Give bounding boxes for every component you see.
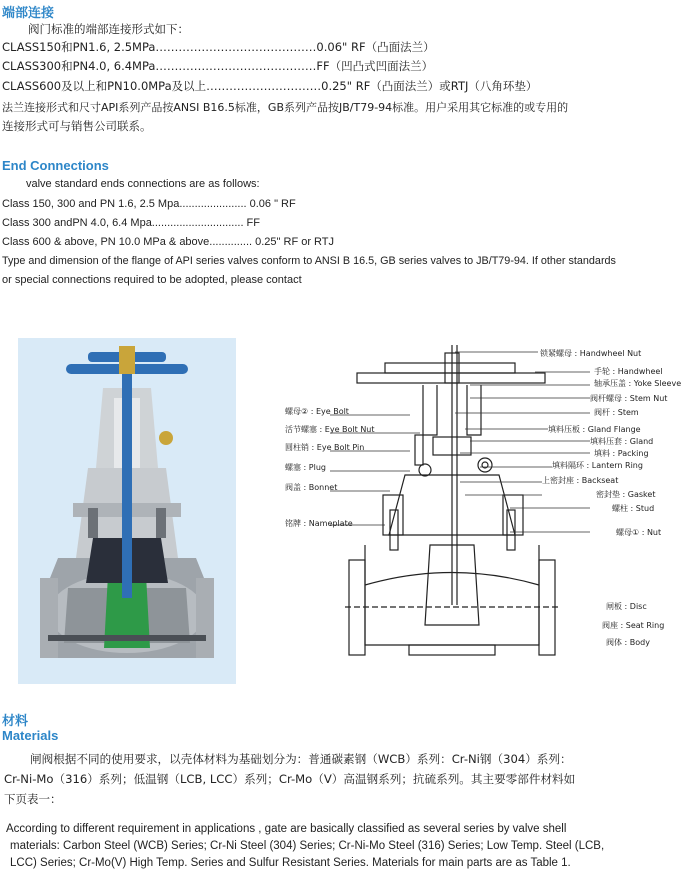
end-connections-cn-line-1: CLASS150和PN1.6, 2.5MPa……………………………………0.06" RF（凸面法兰）: [2, 40, 435, 54]
end-connections-cn-para-2: 连接形式可与销售公司联系。: [2, 119, 152, 133]
materials-cn-para-2: Cr-Ni-Mo（316）系列；低温钢（LCB, LCC）系列；Cr-Mo（V）高温钢系列；抗硫系列。其主要零部件材料如: [4, 772, 576, 786]
end-connections-cn-line-2: CLASS300和PN4.0, 6.4MPa……………………………………FF（凹凸式凹面法兰）: [2, 59, 434, 73]
label-backseat: 上密封座 : Backseat: [542, 476, 619, 485]
materials-cn-title: 材料: [2, 714, 29, 729]
end-connections-cn-para-1: 法兰连接形式和尺寸API系列产品按ANSI B16.5标准，GB系列产品按JB/T79-94标准。用户采用其它标准的或专用的: [2, 101, 569, 114]
end-connections-cn-title: 端部连接: [2, 6, 55, 21]
end-connections-en-intro: valve standard ends connections are as follows:: [26, 178, 260, 190]
label-yoke-sleeve: 轴承压盖 : Yoke Sleeve: [594, 379, 682, 388]
materials-en-para-2: materials: Carbon Steel (WCB) Series; Cr-Ni Steel (304) Series; Cr-Ni-Mo Steel (316) Series; Low Temp. Steel (LCB,: [10, 840, 605, 852]
label-disc: 闸板 : Disc: [606, 602, 647, 611]
end-connections-cn-line-3: CLASS600及以上和PN10.0MPa及以上…………………………0.25" RF（凸面法兰）或RTJ（八角环垫）: [2, 79, 538, 93]
materials-en-para-3: LCC) Series; Cr-Mo(V) High Temp. Series and Sulfur Resistant Series. Materials for main parts are as Table 1.: [10, 857, 571, 869]
label-nameplate: 铭牌 : Nameplate: [285, 519, 353, 528]
label-packing: 填料 : Packing: [594, 449, 649, 458]
label-gland: 填料压套 : Gland: [590, 437, 654, 446]
end-connections-en-line-1: Class 150, 300 and PN 1.6, 2.5 Mpa...................... 0.06 " RF: [2, 198, 296, 210]
end-connections-cn-intro: 阀门标准的端部连接形式如下：: [28, 22, 189, 36]
label-nut: 螺母① : Nut: [616, 528, 662, 537]
label-stem-nut: 阀杆螺母 : Stem Nut: [590, 394, 668, 403]
label-seat-ring: 阀座 : Seat Ring: [602, 621, 665, 630]
materials-en-title: Materials: [2, 728, 59, 743]
label-stud: 螺柱 : Stud: [612, 504, 655, 513]
end-connections-en-para-2: or special connections required to be adopted, please contact: [2, 274, 302, 286]
end-connections-en-para-1: Type and dimension of the flange of API series valves conform to ANSI B 16.5, GB series valves to JB/T79-94. If other standards: [2, 255, 616, 267]
label-plug: 螺塞 : Plug: [285, 463, 326, 472]
label-handwheel: 手轮 : Handwheel: [594, 367, 663, 376]
label-bonnet: 阀盖 : Bonnet: [285, 483, 338, 492]
end-connections-en-line-2: Class 300 andPN 4.0, 6.4 Mpa.............................. FF: [2, 217, 260, 229]
label-eye-bolt-nut: 活节螺塞 : Eye Bolt Nut: [285, 425, 375, 434]
label-gasket: 密封垫 : Gasket: [596, 490, 656, 499]
end-connections-en-title: End Connections: [2, 158, 109, 173]
gate-valve-cutaway-illustration: [18, 338, 236, 684]
label-eye-bolt: 螺母② : Eye Bolt: [285, 407, 349, 416]
label-eye-bolt-pin: 圆柱销 : Eye Bolt Pin: [285, 443, 365, 452]
label-stem: 阀杆 : Stem: [594, 408, 639, 417]
materials-en-para-1: According to different requirement in applications , gate are basically classified as several series by valve shell: [6, 823, 567, 835]
materials-cn-para-1: 闸阀根据不同的使用要求，以壳体材料为基础划分为：普通碳素钢（WCB）系列：Cr-Ni钢（304）系列：: [30, 752, 572, 766]
label-handwheel-nut: 锁紧螺母 : Handwheel Nut: [540, 349, 642, 358]
materials-cn-para-3: 下页表一：: [4, 792, 62, 806]
end-connections-en-line-3: Class 600 & above, PN 10.0 MPa & above.............. 0.25" RF or RTJ: [2, 236, 335, 248]
label-body: 阀体 : Body: [606, 638, 650, 647]
label-gland-flange: 填料压板 : Gland Flange: [548, 425, 641, 434]
label-lantern-ring: 填料隔环 : Lantern Ring: [552, 461, 643, 470]
label-leader-lines: [330, 345, 590, 645]
